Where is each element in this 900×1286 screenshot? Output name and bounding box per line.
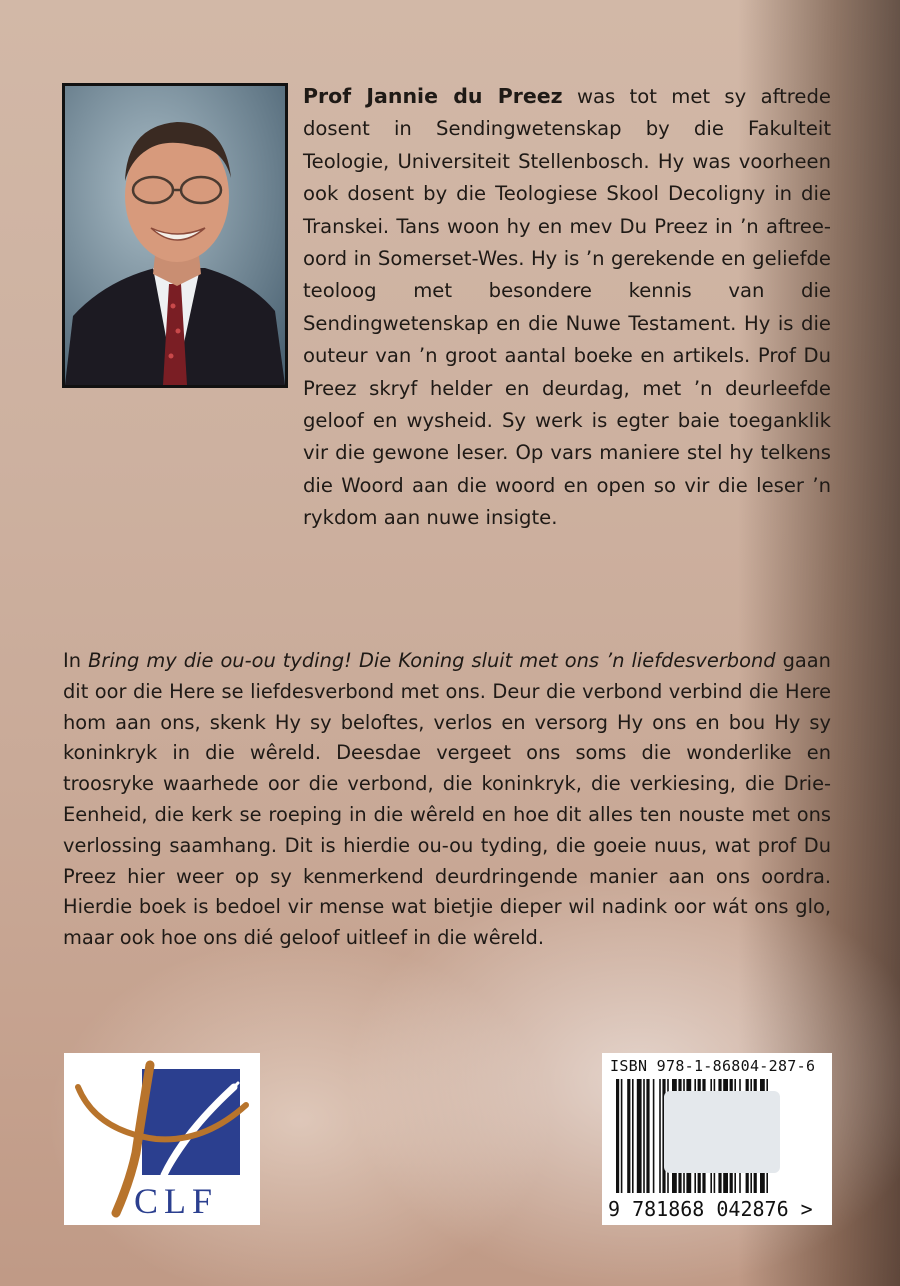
price-sticker (664, 1091, 780, 1173)
publisher-logo-text: CLF (133, 1181, 219, 1221)
publisher-logo (64, 1053, 260, 1225)
isbn-label: ISBN 978-1-86804-287-6 (610, 1057, 816, 1075)
author-name: Prof Jannie du Preez (303, 84, 563, 108)
barcode-bar (659, 1079, 661, 1193)
barcode-bar (621, 1079, 623, 1193)
isbn-barcode (602, 1053, 832, 1225)
ean-digits: 9 781868 042876 > (608, 1197, 813, 1221)
barcode-bar (637, 1079, 642, 1193)
synopsis-lead: In (63, 649, 82, 672)
author-bio-text: was tot met sy aftrede dosent in Sendingwetenskap by die Fakulteit Teologie, Universiteit Stellenbosch. Hy was voorheen ook dosent by die Teologiese Skool Decoligny in die Transkei. Tans woon hy en mev Du Preez in ’n aftree-oord in Somerset-Wes. Hy is ’n gerekende en geliefde teoloog met besondere kennis van die Sendingwetenskap en die Nuwe Testament. Hy is die outeur van ’n groot aantal boeke en artikels. Prof Du Preez skryf helder en deurdag, met ’n deurleefde geloof en wysheid. Sy werk is egter baie toeganklik vir die gewone leser. Op vars maniere stel hy telkens die Woord aan die woord en open so vir die leser ’n rykdom aan nuwe insigte. (303, 85, 831, 530)
barcode-bar (627, 1079, 630, 1193)
barcode-bar (643, 1079, 645, 1193)
barcode-bar (616, 1079, 619, 1193)
book-synopsis (63, 646, 831, 954)
barcode-bar (632, 1079, 634, 1193)
book-title: Bring my die ou-ou tyding! Die Koning sluit met ons ’n liefdesverbond (88, 649, 776, 672)
author-photo (62, 83, 288, 388)
barcode-bar (646, 1079, 649, 1193)
synopsis-body: gaan dit oor die Here se liefdesverbond met ons. Deur die verbond verbind die Here hom aan ons, skenk Hy sy beloftes, verlos en versorg Hy ons en bou Hy sy koninkryk in die wêreld. Deesdae vergeet ons soms die wonderlike en troosryke waarhede oor die verbond, die koninkryk, die verkiesing, die Drie-Eenheid, die kerk se roeping in die wêreld en hoe dit alles ten nouste met ons verlossing saamhang. Dit is hierdie ou-ou tyding, die goeie nuus, wat prof Du Preez hier weer op sy kenmerkend deurdringende manier aan ons oordra. Hierdie boek is bedoel vir mense wat bietjie dieper wil nadink oor wát ons glo, maar ook hoe ons dié geloof uitleef in die wêreld. (63, 649, 831, 950)
barcode-bar (653, 1079, 655, 1193)
author-bio (303, 80, 831, 535)
